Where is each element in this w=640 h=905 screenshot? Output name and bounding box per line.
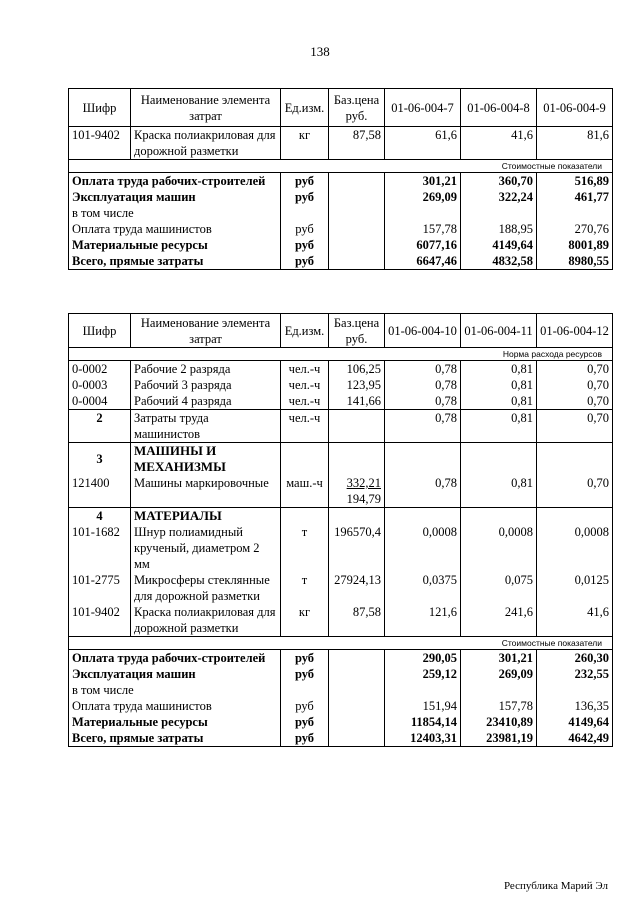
group-unit: чел.-ч [281, 410, 329, 443]
cost-price-empty [329, 173, 385, 190]
table-header-row [69, 314, 613, 348]
cost-value-1: 301,21 [385, 173, 461, 190]
header-unit: Ед.изм. [281, 89, 329, 127]
cost-price-empty [329, 666, 385, 682]
cost-name: Оплата труда рабочих-строителей [69, 173, 281, 190]
group-name: Затраты труда машинистов [131, 410, 281, 443]
cost-value-2: 188,95 [461, 221, 537, 237]
cost-row [69, 189, 613, 205]
row-value-1: 121,6 [385, 604, 461, 637]
cost-price-empty [329, 682, 385, 698]
cost-value-2 [461, 205, 537, 221]
header-col-1: 01-06-004-7 [385, 89, 461, 127]
row-unit: чел.-ч [281, 393, 329, 410]
group-row-3 [69, 443, 613, 476]
cost-value-3: 461,77 [537, 189, 613, 205]
cost-value-2: 4832,58 [461, 253, 537, 270]
cost-row [69, 666, 613, 682]
row-code: 101-9402 [69, 604, 131, 637]
table-row [69, 393, 613, 410]
cost-value-3: 232,55 [537, 666, 613, 682]
section-label-cost: Стоимостные показатели [69, 160, 613, 173]
cost-value-2: 360,70 [461, 173, 537, 190]
cost-price-empty [329, 698, 385, 714]
section-label-cost: Стоимостные показатели [69, 637, 613, 650]
row-value-2: 0,075 [461, 572, 537, 604]
cost-value-3: 8980,55 [537, 253, 613, 270]
cost-unit: руб [281, 698, 329, 714]
page-number: 138 [310, 44, 330, 59]
header-col-3: 01-06-004-9 [537, 89, 613, 127]
row-value-1: 0,78 [385, 393, 461, 410]
material-rows [69, 524, 613, 637]
row-unit: кг [281, 604, 329, 637]
cost-value-2 [461, 682, 537, 698]
row-unit: т [281, 572, 329, 604]
cost-value-2: 23410,89 [461, 714, 537, 730]
cost-row [69, 730, 613, 747]
cost-value-2: 269,09 [461, 666, 537, 682]
row-unit: кг [281, 127, 329, 160]
row-name: Краска полиакриловая для дорожной разметки [131, 127, 281, 160]
cost-value-2: 157,78 [461, 698, 537, 714]
row-value-3: 0,0125 [537, 572, 613, 604]
cost-row [69, 253, 613, 270]
row-price: 87,58 [329, 127, 385, 160]
cost-unit: руб [281, 237, 329, 253]
table-row [69, 572, 613, 604]
cost-unit: руб [281, 253, 329, 270]
cost-row [69, 205, 613, 221]
cost-row [69, 173, 613, 190]
group-code: 4 [69, 508, 131, 525]
row-price: 141,66 [329, 393, 385, 410]
header-price: Баз.цена руб. [329, 89, 385, 127]
cost-unit: руб [281, 173, 329, 190]
group-value-1: 0,78 [385, 410, 461, 443]
header-col-2: 01-06-004-11 [461, 314, 537, 348]
header-col-1: 01-06-004-10 [385, 314, 461, 348]
table-row [69, 524, 613, 572]
cost-rows [69, 650, 613, 747]
cost-name: Эксплуатация машин [69, 666, 281, 682]
footer-region: Республика Марий Эл [503, 880, 608, 892]
cost-name: Материальные ресурсы [69, 237, 281, 253]
cost-name: Всего, прямые затраты [69, 730, 281, 747]
row-value-3: 0,70 [537, 361, 613, 378]
row-value-2: 0,81 [461, 361, 537, 378]
cost-value-1: 6077,16 [385, 237, 461, 253]
cost-unit: руб [281, 189, 329, 205]
cost-value-1: 259,12 [385, 666, 461, 682]
cost-value-1: 290,05 [385, 650, 461, 667]
cost-name: Оплата труда машинистов [69, 698, 281, 714]
group-title: МАШИНЫ И МЕХАНИЗМЫ [131, 443, 281, 476]
row-value-1: 0,78 [385, 377, 461, 393]
row-name: Рабочий 4 разряда [131, 393, 281, 410]
header-unit: Ед.изм. [281, 314, 329, 348]
rate-table-1 [68, 88, 613, 270]
cost-value-1: 157,78 [385, 221, 461, 237]
cost-name: Оплата труда рабочих-строителей [69, 650, 281, 667]
cost-unit: руб [281, 730, 329, 747]
section-label-resources: Норма расхода ресурсов [69, 348, 613, 361]
section-row [69, 160, 613, 173]
table-row [69, 377, 613, 393]
section-row [69, 637, 613, 650]
cost-value-3 [537, 205, 613, 221]
cost-name: в том числе [69, 205, 281, 221]
section-row [69, 348, 613, 361]
cost-unit [281, 205, 329, 221]
cost-name: в том числе [69, 682, 281, 698]
cost-row [69, 237, 613, 253]
row-name: Рабочие 2 разряда [131, 361, 281, 378]
table-header-row [69, 89, 613, 127]
cost-unit: руб [281, 650, 329, 667]
row-price: 27924,13 [329, 572, 385, 604]
cost-row [69, 714, 613, 730]
row-unit: т [281, 524, 329, 572]
row-price-main: 332,21 [346, 476, 381, 490]
table-row [69, 127, 613, 160]
row-name: Микросферы стеклянные для дорожной разметки [131, 572, 281, 604]
row-value-2: 41,6 [461, 127, 537, 160]
group-row-4 [69, 508, 613, 525]
cost-value-1: 6647,46 [385, 253, 461, 270]
cost-unit: руб [281, 714, 329, 730]
cost-name: Эксплуатация машин [69, 189, 281, 205]
row-name: Рабочий 3 разряда [131, 377, 281, 393]
header-name: Наименование элемента затрат [131, 314, 281, 348]
row-value-3: 0,70 [537, 377, 613, 393]
row-value-2: 241,6 [461, 604, 537, 637]
row-value-1: 0,78 [385, 475, 461, 508]
cost-row [69, 221, 613, 237]
group-value-2: 0,81 [461, 410, 537, 443]
row-price [329, 475, 385, 508]
group-value-3: 0,70 [537, 410, 613, 443]
row-code: 0-0004 [69, 393, 131, 410]
row-value-3: 0,0008 [537, 524, 613, 572]
header-code: Шифр [69, 314, 131, 348]
row-value-3: 0,70 [537, 475, 613, 508]
row-value-1: 0,78 [385, 361, 461, 378]
cost-value-3: 516,89 [537, 173, 613, 190]
cost-price-empty [329, 205, 385, 221]
cost-price-empty [329, 730, 385, 747]
cost-price-empty [329, 237, 385, 253]
table-row [69, 604, 613, 637]
row-code: 0-0003 [69, 377, 131, 393]
cost-name: Материальные ресурсы [69, 714, 281, 730]
cost-value-1: 12403,31 [385, 730, 461, 747]
cost-value-3: 4642,49 [537, 730, 613, 747]
cost-value-2: 301,21 [461, 650, 537, 667]
group-code: 2 [69, 410, 131, 443]
rate-table-2 [68, 313, 613, 747]
cost-name: Всего, прямые затраты [69, 253, 281, 270]
cost-value-1 [385, 682, 461, 698]
row-value-2: 0,81 [461, 393, 537, 410]
row-price-secondary: 194,79 [346, 492, 381, 506]
row-value-1: 0,0375 [385, 572, 461, 604]
cost-value-3: 8001,89 [537, 237, 613, 253]
cost-name: Оплата труда машинистов [69, 221, 281, 237]
row-value-2: 0,0008 [461, 524, 537, 572]
cost-value-1: 151,94 [385, 698, 461, 714]
cost-rows [69, 173, 613, 270]
header-col-2: 01-06-004-8 [461, 89, 537, 127]
table-row [69, 361, 613, 378]
row-unit: чел.-ч [281, 377, 329, 393]
row-code: 121400 [69, 475, 131, 508]
row-code: 101-1682 [69, 524, 131, 572]
row-code: 101-2775 [69, 572, 131, 604]
group-row-2 [69, 410, 613, 443]
cost-value-3: 260,30 [537, 650, 613, 667]
row-code: 0-0002 [69, 361, 131, 378]
labor-rows [69, 361, 613, 410]
cost-price-empty [329, 189, 385, 205]
cost-value-3: 4149,64 [537, 714, 613, 730]
cost-price-empty [329, 253, 385, 270]
cost-unit: руб [281, 221, 329, 237]
row-price: 106,25 [329, 361, 385, 378]
group-code: 3 [69, 443, 131, 476]
cost-value-1: 11854,14 [385, 714, 461, 730]
table-row [69, 475, 613, 508]
row-price: 123,95 [329, 377, 385, 393]
cost-value-2: 4149,64 [461, 237, 537, 253]
header-name: Наименование элемента затрат [131, 89, 281, 127]
row-unit: маш.-ч [281, 475, 329, 508]
row-value-1: 61,6 [385, 127, 461, 160]
cost-price-empty [329, 221, 385, 237]
cost-value-2: 23981,19 [461, 730, 537, 747]
row-value-3: 81,6 [537, 127, 613, 160]
cost-unit: руб [281, 666, 329, 682]
row-value-1: 0,0008 [385, 524, 461, 572]
cost-value-1 [385, 205, 461, 221]
cost-price-empty [329, 650, 385, 667]
header-col-3: 01-06-004-12 [537, 314, 613, 348]
cost-unit [281, 682, 329, 698]
header-price: Баз.цена руб. [329, 314, 385, 348]
cost-value-3: 136,35 [537, 698, 613, 714]
cost-price-empty [329, 714, 385, 730]
row-value-2: 0,81 [461, 377, 537, 393]
row-name: Краска полиакриловая для дорожной разметки [131, 604, 281, 637]
row-name: Шнур полиамидный крученый, диаметром 2 мм [131, 524, 281, 572]
header-code: Шифр [69, 89, 131, 127]
row-price: 196570,4 [329, 524, 385, 572]
row-unit: чел.-ч [281, 361, 329, 378]
cost-row [69, 698, 613, 714]
cost-value-3 [537, 682, 613, 698]
row-code: 101-9402 [69, 127, 131, 160]
row-value-3: 41,6 [537, 604, 613, 637]
cost-value-2: 322,24 [461, 189, 537, 205]
row-name: Машины маркировочные [131, 475, 281, 508]
row-price: 87,58 [329, 604, 385, 637]
row-value-2: 0,81 [461, 475, 537, 508]
cost-value-1: 269,09 [385, 189, 461, 205]
cost-row [69, 682, 613, 698]
cost-row [69, 650, 613, 667]
cost-value-3: 270,76 [537, 221, 613, 237]
group-title: МАТЕРИАЛЫ [131, 508, 281, 525]
row-value-3: 0,70 [537, 393, 613, 410]
